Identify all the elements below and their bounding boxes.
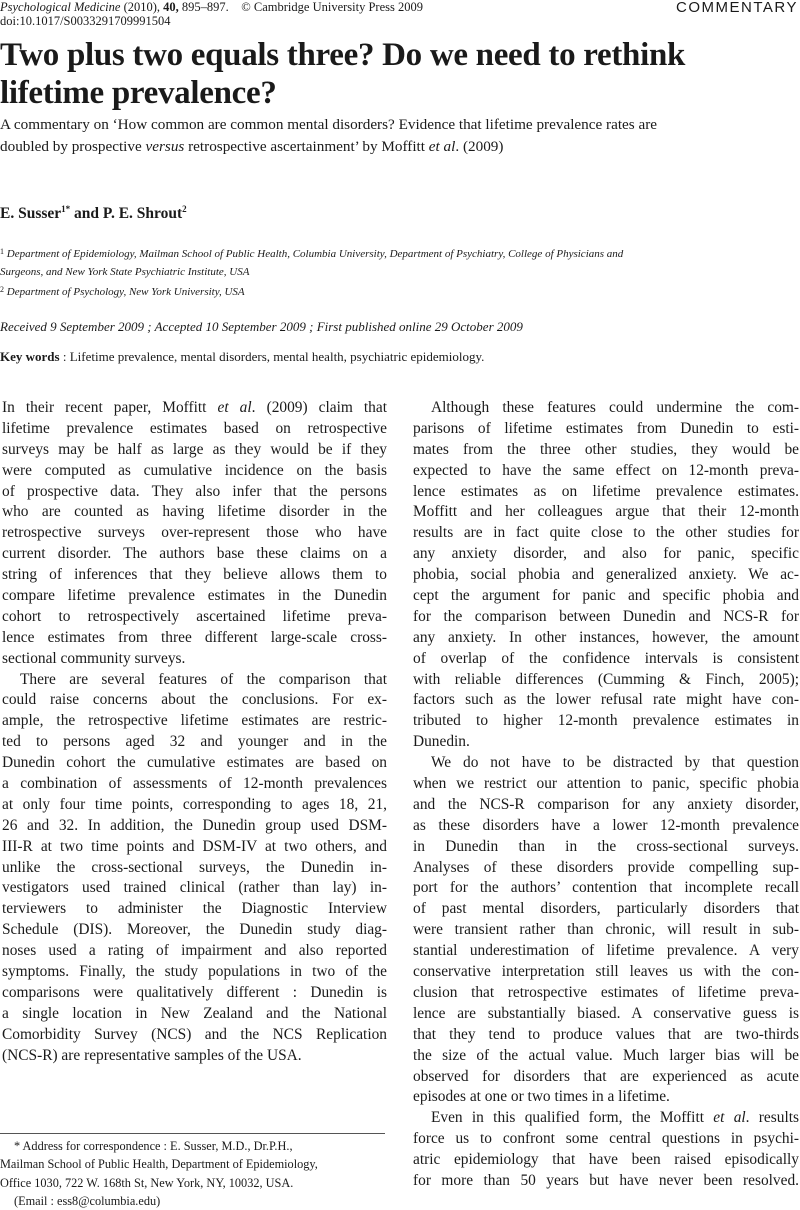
running-header <box>0 0 423 14</box>
body-text-line: and the NCS-R comparison for any anxiety disorder, <box>413 795 799 813</box>
body-text-line: Dunedin cohort the cumulative estimates are based on <box>2 754 387 772</box>
body-text-line: of past mental disorders, particularly disorders that <box>413 900 799 918</box>
body-text-line: lence are substantially biased. A conservative guess is <box>413 1004 799 1022</box>
body-text-line: noses used a rating of impairment and also reported <box>2 942 387 960</box>
body-text-line: of prospective data. They also infer that the persons <box>2 482 387 500</box>
body-text-line: force us to confront some central questions in psychi- <box>413 1130 799 1148</box>
body-text-line: There are several features of the comparison that <box>20 670 387 688</box>
author-list <box>0 204 187 223</box>
body-text-line: phobia, social phobia and generalized anxiety. We ac- <box>413 566 799 584</box>
body-text-line: Comorbidity Survey (NCS) and the NCS Replication <box>2 1025 387 1043</box>
footnote-line: * Address for correspondence : E. Susser, M.D., Dr.P.H., <box>14 1139 293 1153</box>
article-title <box>0 36 790 112</box>
body-text-line: string of inferences that they believe allows them to <box>2 566 387 584</box>
body-text-line: were transient rather than chronic, will result in sub- <box>413 921 799 939</box>
body-text-line: clusion that retrospective estimates of lifetime preva- <box>413 983 799 1001</box>
section-label: COMMENTARY <box>676 0 798 16</box>
body-text-line: that they tend to produce values that are two-thirds <box>413 1025 799 1043</box>
body-text-line: Analyses of these disorders provide compelling sup- <box>413 858 799 876</box>
body-text-line: 26 and 32. In addition, the Dunedin group used DSM- <box>2 816 387 834</box>
body-text-line: Schedule (DIS). Moreover, the Dunedin study diag- <box>2 921 387 939</box>
author-name[interactable]: P. E. Shrout <box>102 205 183 222</box>
body-text-line: lifetime prevalence estimates based on retrospective <box>2 419 387 437</box>
body-text-line: Dunedin. <box>413 733 470 751</box>
body-text-line: parisons of lifetime estimates from Dunedin to esti- <box>413 419 799 437</box>
body-text-line: terviewers to administer the Diagnostic Interview <box>2 900 387 918</box>
body-text-line: We do not have to be distracted by that question <box>431 754 799 772</box>
author-affiliation-marker[interactable]: 1* <box>61 204 71 214</box>
body-text-line: factors such as the lower refusal rate might have con- <box>413 691 799 709</box>
journal-name: Psychological Medicine <box>0 0 121 14</box>
footnote-line: Office 1030, 722 W. 168th St, New York, NY, 10032, USA. <box>0 1175 294 1190</box>
affiliation-text: Department of Epidemiology, Mailman School of Public Health, Columbia University, Department of Psychiatry, College of Physicians and <box>4 248 624 260</box>
body-text-line: unlike the cross-sectional surveys, the Dunedin in- <box>2 858 387 876</box>
copyright-notice: © Cambridge University Press 2009 <box>241 0 423 14</box>
body-text-line: (NCS-R) are representative samples of the USA. <box>2 1046 302 1064</box>
body-text-line: with reliable differences (Cumming & Finch, 2005); <box>413 670 799 688</box>
doi[interactable]: doi:10.1017/S0033291709991504 <box>0 14 171 28</box>
affiliation-text: Department of Psychology, New York University, USA <box>4 286 245 298</box>
author-name[interactable]: E. Susser <box>0 205 62 222</box>
article-subtitle <box>0 114 790 158</box>
body-text-line: mates from the three other studies, they would be <box>413 440 799 458</box>
body-text-line: any anxiety. In other instances, however, the amount <box>413 628 799 646</box>
body-text-line: were computed as cumulative incidence on the basis <box>2 461 387 479</box>
body-text-line: for more than 50 years but have never been resolved. <box>413 1171 799 1189</box>
publication-dates: Received 9 September 2009 ; Accepted 10 September 2009 ; First published online 29 October 2009 <box>0 319 523 334</box>
body-text-line: III-R at two time points and DSM-IV at two others, and <box>2 837 387 855</box>
body-text-line: for the comparison between Dunedin and NCS-R for <box>413 607 799 625</box>
affiliation-marker: 2 <box>0 285 4 294</box>
affiliation-marker: 1 <box>0 247 4 256</box>
body-text-line: a single location in New Zealand and the National <box>2 1004 387 1022</box>
correspondence-footnote <box>0 1137 385 1210</box>
body-column-right <box>413 398 799 1192</box>
body-text-line: port for the authors’ contention that incomplete recall <box>413 879 799 897</box>
body-text-line: sectional community surveys. <box>2 649 186 667</box>
body-text-line: tributed to higher 12-month prevalence estimates in <box>413 712 799 730</box>
body-text-line: at only four time points, corresponding to ages 18, 21, <box>2 795 387 813</box>
body-text-line: In their recent paper, Moffitt et al. (2009) claim that <box>2 399 387 416</box>
footnote-divider <box>0 1133 385 1134</box>
affiliation-text: Surgeons, and New York State Psychiatric Institute, USA <box>0 266 250 278</box>
body-text-line: vestigators used trained clinical (rather than lay) in- <box>2 879 387 897</box>
body-text-line: expected to have the same effect on 12-month preva- <box>413 461 799 479</box>
body-text-line: conservative interpretation still leaves us with the con- <box>413 963 799 981</box>
keywords-label: Key words <box>0 349 60 364</box>
body-text-line: current disorder. The authors base these claims on a <box>2 545 387 563</box>
footnote-email[interactable]: (Email : ess8@columbia.edu) <box>14 1193 161 1208</box>
subtitle-italic: versus <box>145 138 185 155</box>
body-text-line: stantial underestimation of lifetime prevalence. A very <box>413 942 799 960</box>
body-text-line: who are counted as having lifetime disorder in the <box>2 503 387 521</box>
body-text-line: could raise concerns about the conclusions. For ex- <box>2 691 387 709</box>
italic-text: et al <box>217 399 252 416</box>
body-text-line: lence estimates from three different large-scale cross- <box>2 628 387 646</box>
subtitle-text: doubled by prospective <box>0 138 146 155</box>
body-text-line: episodes at one or two times in a lifetime. <box>413 1088 670 1106</box>
body-text-line: in Dunedin than in the cross-sectional surveys. <box>413 837 799 855</box>
body-text-line: Even in this qualified form, the Moffitt et al. results <box>431 1109 799 1127</box>
italic-text: et al <box>713 1109 746 1127</box>
body-text-line: cohort to retrospectively ascertained lifetime preva- <box>2 607 387 625</box>
journal-year: (2010), <box>123 0 161 14</box>
body-text-line: a combination of assessments of 12-month prevalences <box>2 775 387 793</box>
body-text-line: as these disorders have a lower 12-month prevalence <box>413 816 799 834</box>
journal-volume: 40, <box>163 0 179 14</box>
author-affiliation-marker[interactable]: 2 <box>182 204 187 214</box>
body-text-line: results are in fact quite close to the other studies for <box>413 524 799 542</box>
body-text-line: ample, the retrospective lifetime estimates are restric- <box>2 712 387 730</box>
subtitle-text: A commentary on ‘How common are common mental disorders? Evidence that lifetime prevalence rates are <box>0 116 658 133</box>
footnote-line: Mailman School of Public Health, Department of Epidemiology, <box>0 1157 318 1172</box>
body-text-line: lence estimates as on lifetime prevalence estimates. <box>413 482 799 500</box>
body-text-line: surveys may be half as large as they would be if they <box>2 440 387 458</box>
body-text-line: the size of the actual value. Much larger bias will be <box>413 1046 799 1064</box>
title-line-2: lifetime prevalence? <box>0 75 277 111</box>
body-text-line: cept the argument for panic and specific phobia and <box>413 587 799 605</box>
body-text-line: Moffitt and her colleagues argue that their 12-month <box>413 503 799 521</box>
body-text-line: of overlap of the confidence intervals is consistent <box>413 649 799 667</box>
journal-pages: 895–897. <box>181 0 229 14</box>
subtitle-italic: et al <box>428 138 456 155</box>
affiliations <box>0 243 790 301</box>
subtitle-text: retrospective ascertainment’ by Moffitt <box>184 138 429 155</box>
body-text-line: symptoms. Finally, the study populations in two of the <box>2 963 387 981</box>
body-text-line: comparisons were qualitatively different : Dunedin is <box>2 983 387 1001</box>
body-text-line: Although these features could undermine the com- <box>431 399 799 416</box>
keywords-list: : Lifetime prevalence, mental disorders, mental health, psychiatric epidemiology. <box>59 349 485 364</box>
body-text-line: atric epidemiology that have been raised episodically <box>413 1151 799 1169</box>
body-text-line: any anxiety disorder, and also for panic, specific <box>413 545 799 563</box>
body-column-left <box>2 398 387 1067</box>
body-text-line: when we restrict our attention to panic, specific phobia <box>413 775 799 793</box>
subtitle-text: . (2009) <box>455 138 504 155</box>
body-text-line: compare lifetime prevalence estimates in the Dunedin <box>2 587 387 605</box>
body-text-line: ted to persons aged 32 and younger and in the <box>2 733 387 751</box>
keywords <box>0 349 484 365</box>
author-conjunction: and <box>70 205 103 222</box>
body-text-line: retrospective surveys over-represent those who have <box>2 524 387 542</box>
title-line-1: Two plus two equals three? Do we need to rethink <box>0 37 686 73</box>
body-text-line: observed for disorders that are experienced as acute <box>413 1067 799 1085</box>
